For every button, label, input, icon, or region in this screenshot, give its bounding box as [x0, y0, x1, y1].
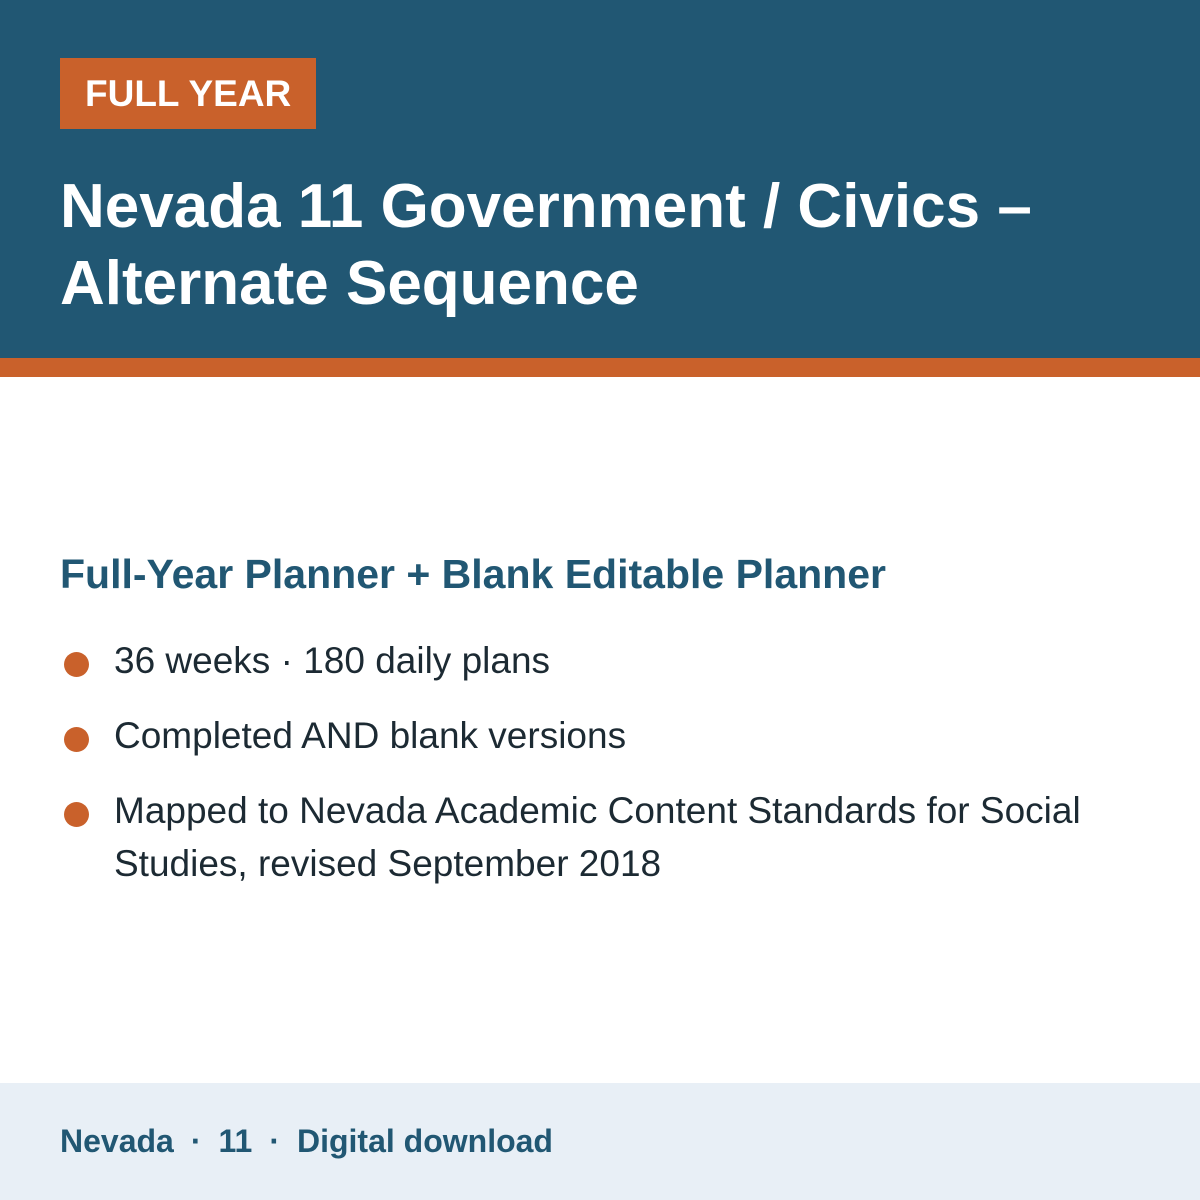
footer-format: Digital download [296, 1123, 553, 1159]
bullet-dot-icon [64, 802, 89, 827]
header-banner [0, 0, 1200, 358]
bullet-dot-icon [64, 727, 89, 752]
list-item-text: Mapped to Nevada Academic Content Standards for Social Studies, revised September 2018 [114, 790, 1081, 884]
footer-grade: 11 [218, 1123, 253, 1159]
footer-separator: · [269, 1123, 280, 1159]
footer-state: Nevada [60, 1123, 174, 1159]
list-item-text: Completed AND blank versions [114, 715, 627, 756]
footer-meta [60, 1121, 553, 1161]
product-subtitle: Full-Year Planner + Blank Editable Planner [60, 551, 886, 597]
bullet-dot-icon [64, 652, 89, 677]
list-item-text: 36 weeks · 180 daily plans [114, 640, 551, 681]
duration-badge: FULL YEAR [60, 58, 316, 129]
accent-divider [0, 358, 1200, 377]
footer-bar [0, 1083, 1200, 1200]
page-title: Nevada 11 Government / Civics – Alternate Sequence [60, 172, 1032, 318]
footer-separator: · [190, 1123, 202, 1159]
